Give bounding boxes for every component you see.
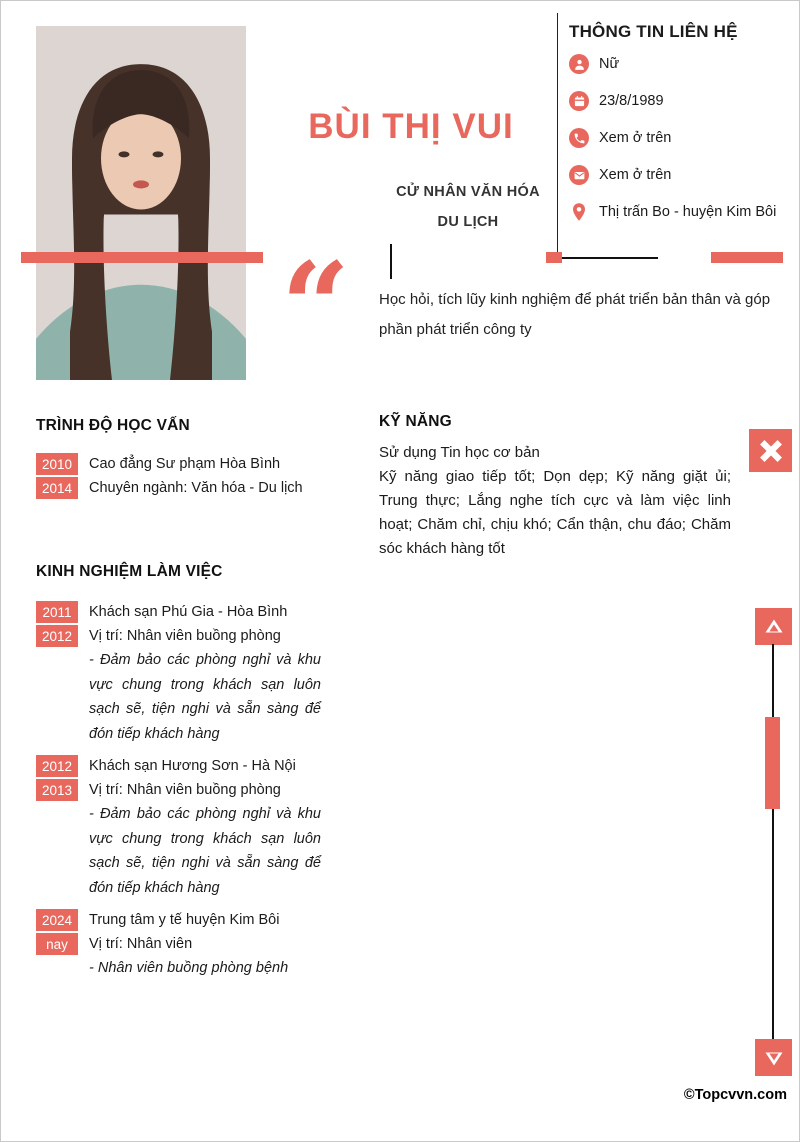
contact-item-phone <box>569 127 781 149</box>
year-badge: 2014 <box>36 477 78 499</box>
education-school: Cao đẳng Sư phạm Hòa Bình <box>89 456 281 472</box>
experience-years <box>36 601 78 647</box>
contact-item-text: Nữ <box>599 56 620 72</box>
experience-years <box>36 755 78 801</box>
candidate-title-line2: DU LỊCH <box>437 214 499 230</box>
experience-entry <box>89 600 335 746</box>
experience-entry <box>89 908 335 981</box>
experience-position: Vị trí: Nhân viên buồng phòng <box>89 782 281 798</box>
contact-item-birthday <box>569 90 781 112</box>
contact-item-text: Thị trấn Bo - huyện Kim Bôi <box>599 204 777 220</box>
experience-section-title: KINH NGHIỆM LÀM VIỆC <box>36 563 223 580</box>
experience-organization: Khách sạn Hương Sơn - Hà Nội <box>89 758 296 774</box>
portrait-illustration <box>36 26 246 380</box>
career-objective: Học hỏi, tích lũy kinh nghiệm để phát triển bản thân và góp phần phát triển công ty <box>379 291 771 338</box>
contact-item-text: Xem ở trên <box>599 167 672 183</box>
year-badge: 2013 <box>36 779 78 801</box>
education-years <box>36 453 78 499</box>
experience-description: - Nhân viên buồng phòng bệnh <box>89 960 289 976</box>
contact-item-gender <box>569 53 781 75</box>
skills-line: Sử dụng Tin học cơ bản <box>379 444 540 461</box>
divider-line <box>562 257 658 259</box>
experience-organization: Khách sạn Phú Gia - Hòa Bình <box>89 604 288 620</box>
arrow-up-icon <box>762 615 786 639</box>
scroll-down-button[interactable] <box>755 1039 792 1076</box>
year-badge: 2011 <box>36 601 78 623</box>
close-button[interactable] <box>749 429 792 472</box>
mail-icon <box>569 165 589 185</box>
scroll-thumb[interactable] <box>765 717 780 809</box>
year-badge: 2012 <box>36 755 78 777</box>
divider-bar-right <box>711 252 783 263</box>
scroll-track[interactable] <box>772 644 774 1041</box>
contact-section-title: THÔNG TIN LIÊN HỆ <box>569 22 738 41</box>
skills-section-title: KỸ NĂNG <box>379 413 452 430</box>
location-icon <box>569 202 589 222</box>
contact-vertical-divider <box>557 13 558 259</box>
divider-tick <box>390 244 392 279</box>
experience-description: - Đảm bảo các phòng nghỉ và khu vực chung trong khách sạn luôn sạch sẽ, tiện nghi và sẵn sàng để đón tiếp khách hàng <box>89 806 321 896</box>
experience-position: Vị trí: Nhân viên buồng phòng <box>89 628 281 644</box>
experience-years <box>36 909 78 955</box>
candidate-title-line1: CỬ NHÂN VĂN HÓA <box>396 184 540 200</box>
experience-description: - Đảm bảo các phòng nghỉ và khu vực chung trong khách sạn luôn sạch sẽ, tiện nghi và sẵn sàng để đón tiếp khách hàng <box>89 652 321 742</box>
divider-bar-left <box>21 252 263 263</box>
site-credit: ©Topcvvn.com <box>683 1087 787 1103</box>
education-major: Chuyên ngành: Văn hóa - Du lịch <box>89 480 303 496</box>
candidate-name: BÙI THỊ VUI <box>308 107 514 146</box>
contact-item-email <box>569 164 781 186</box>
quote-icon: “ <box>281 236 351 377</box>
education-entry <box>89 452 335 500</box>
year-badge: 2024 <box>36 909 78 931</box>
contact-item-text: Xem ở trên <box>599 130 672 146</box>
contact-item-address <box>569 201 781 223</box>
phone-icon <box>569 128 589 148</box>
skills-content <box>379 441 731 561</box>
scroll-up-button[interactable] <box>755 608 792 645</box>
divider-square <box>546 252 562 263</box>
calendar-icon <box>569 91 589 111</box>
year-badge: nay <box>36 933 78 955</box>
education-section-title: TRÌNH ĐỘ HỌC VẤN <box>36 417 190 434</box>
candidate-title <box>359 177 577 237</box>
experience-organization: Trung tâm y tế huyện Kim Bôi <box>89 912 280 928</box>
arrow-down-icon <box>762 1046 786 1070</box>
experience-entry <box>89 754 335 900</box>
close-icon <box>756 436 786 466</box>
person-icon <box>569 54 589 74</box>
skills-paragraph: Kỹ năng giao tiếp tốt; Dọn dẹp; Kỹ năng giặt ủi; Trung thực; Lắng nghe tích cực và làm việc linh hoạt; Chăm chỉ, chịu khó; Cẩn thận, chu đáo; Chăm sóc khách hàng tốt <box>379 468 731 557</box>
experience-position: Vị trí: Nhân viên <box>89 936 193 952</box>
year-badge: 2012 <box>36 625 78 647</box>
contact-item-text: 23/8/1989 <box>599 93 664 109</box>
year-badge: 2010 <box>36 453 78 475</box>
profile-photo <box>36 26 246 380</box>
